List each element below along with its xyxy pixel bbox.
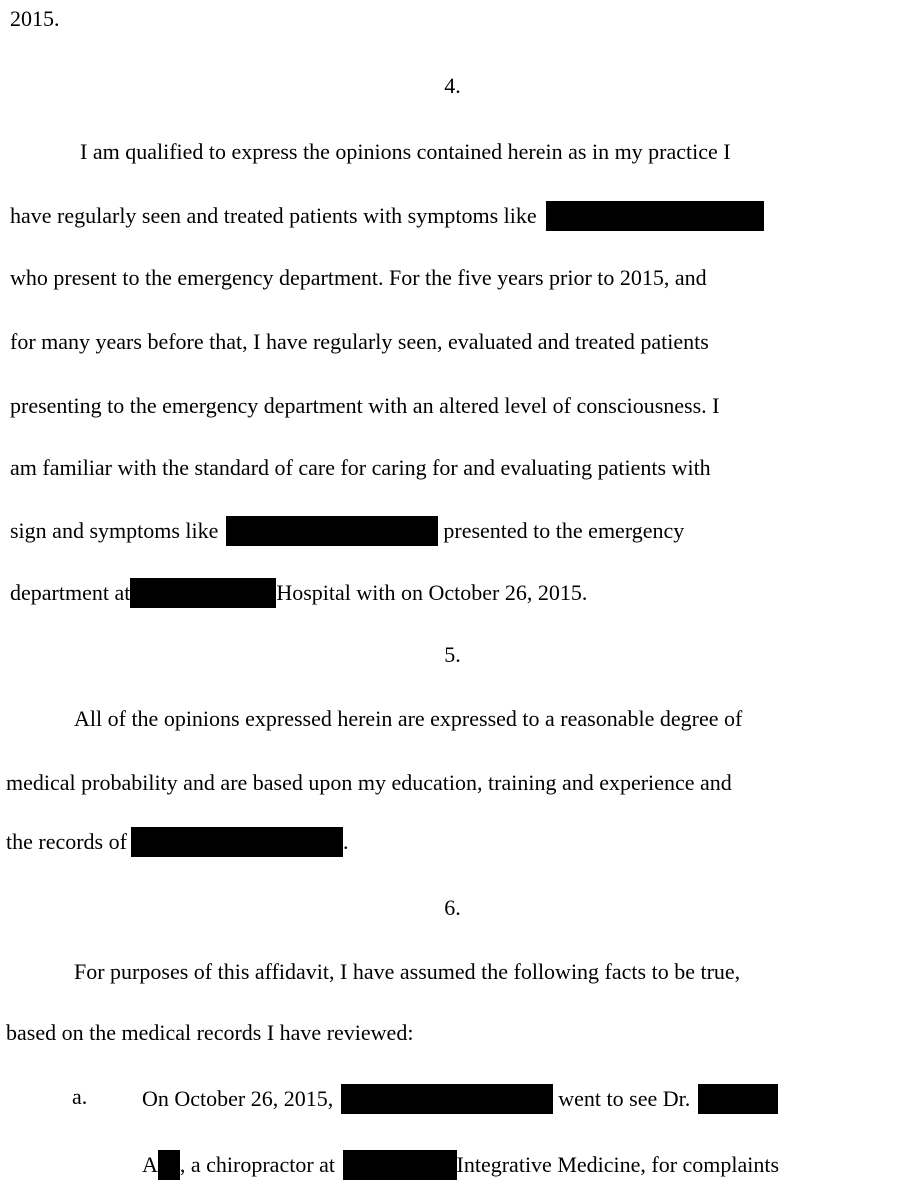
redaction-box <box>131 827 343 857</box>
list-item-line <box>142 1150 779 1180</box>
paragraph-line: medical probability and are based upon my education, training and experience and <box>6 770 732 795</box>
redaction-box <box>158 1150 180 1180</box>
paragraph-line: am familiar with the standard of care for caring for and evaluating patients with <box>10 455 711 480</box>
text-segment: . <box>342 829 349 854</box>
text-segment: A <box>142 1152 158 1177</box>
section-number-5: 5. <box>444 642 461 667</box>
paragraph-line <box>6 827 348 857</box>
redaction-box <box>130 578 276 608</box>
redaction-box <box>698 1084 778 1114</box>
paragraph-line: for many years before that, I have regularly seen, evaluated and treated patients <box>10 329 709 354</box>
paragraph-line: For purposes of this affidavit, I have assumed the following facts to be true, <box>74 959 741 984</box>
text-segment: sign and symptoms like <box>10 518 219 543</box>
paragraph-line <box>10 201 764 231</box>
paragraph-line <box>10 516 684 546</box>
paragraph-line: based on the medical records I have reviewed: <box>6 1020 414 1045</box>
redaction-box <box>343 1150 457 1180</box>
section-number-4: 4. <box>444 73 461 98</box>
paragraph-line: presenting to the emergency department with an altered level of consciousness. I <box>10 393 720 418</box>
text-segment: presented to the emergency <box>443 518 685 543</box>
text-segment: department at <box>10 580 131 605</box>
page-continuation-fragment: 2015. <box>10 6 60 31</box>
text-segment: Integrative Medicine, for complaints <box>456 1152 780 1177</box>
text-segment: have regularly seen and treated patients with symptoms like <box>10 203 537 228</box>
redaction-box <box>546 201 764 231</box>
redaction-box <box>341 1084 553 1114</box>
paragraph-line: who present to the emergency department. For the five years prior to 2015, and <box>10 265 707 290</box>
paragraph-line: I am qualified to express the opinions contained herein as in my practice I <box>80 139 731 164</box>
text-segment: Hospital with on October 26, 2015. <box>276 580 588 605</box>
text-segment: the records of <box>6 829 127 854</box>
text-segment: went to see Dr. <box>558 1086 691 1111</box>
list-item-marker: a. <box>72 1084 88 1109</box>
paragraph-line: All of the opinions expressed herein are expressed to a reasonable degree of <box>74 706 743 731</box>
text-segment: On October 26, 2015, <box>142 1086 334 1111</box>
section-number-6: 6. <box>444 895 461 920</box>
redaction-box <box>226 516 438 546</box>
text-segment: , a chiropractor at <box>179 1152 336 1177</box>
paragraph-line <box>10 578 587 608</box>
list-item-line <box>142 1084 778 1114</box>
